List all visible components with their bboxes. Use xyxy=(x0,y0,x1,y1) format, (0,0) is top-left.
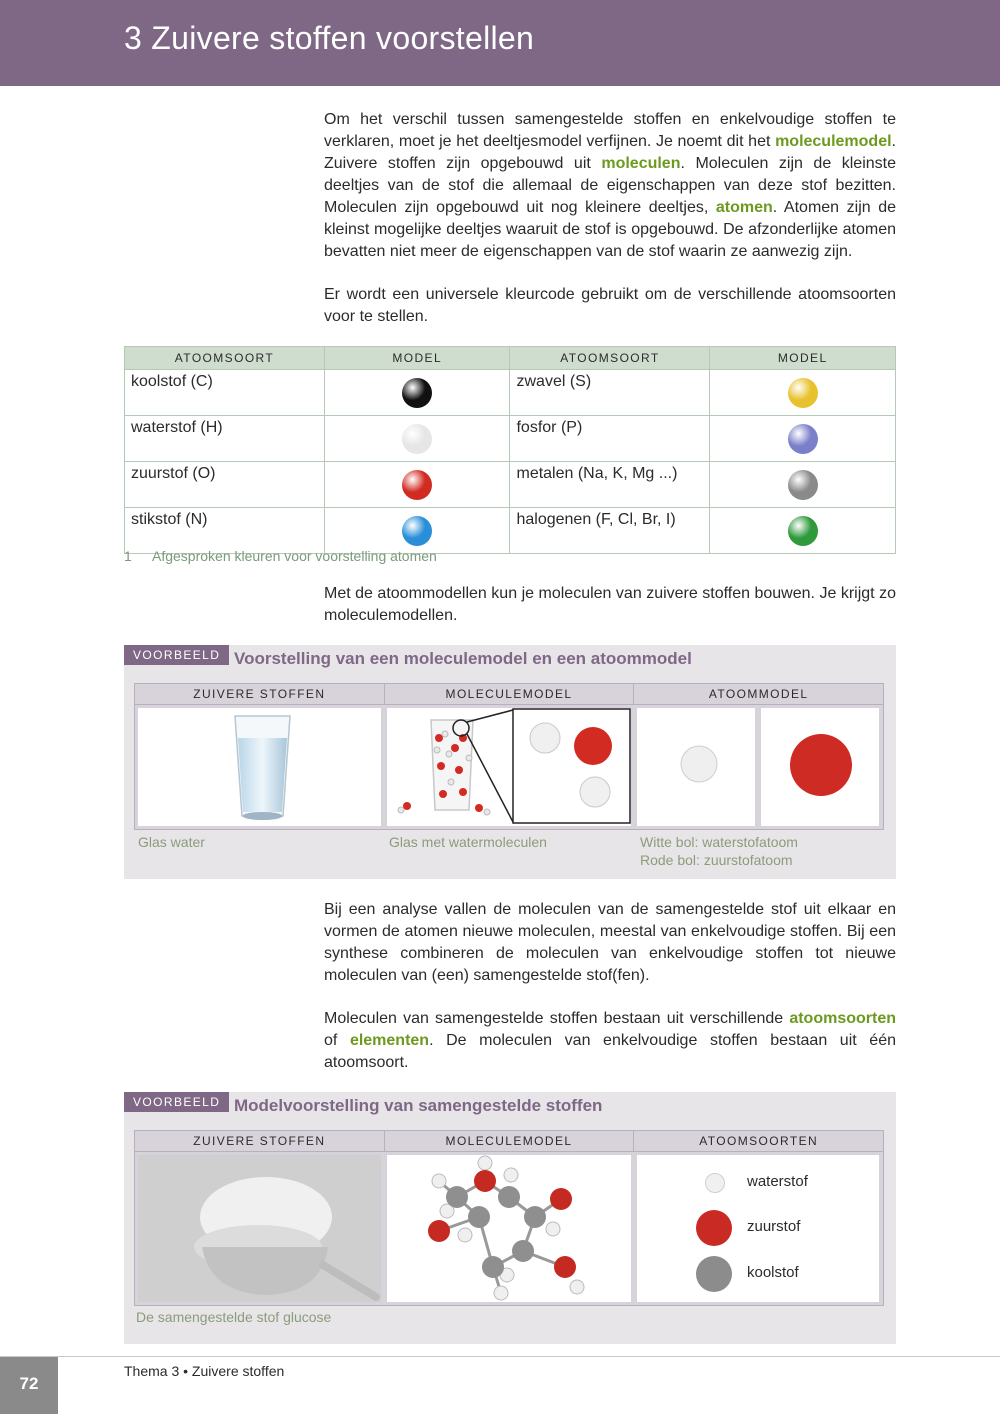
page-header xyxy=(0,0,1000,86)
sulfur-ball-icon xyxy=(788,378,818,408)
legend-waterstof: waterstof xyxy=(747,1173,808,1190)
atom-model-cell xyxy=(324,370,510,416)
table-row xyxy=(125,416,896,462)
header-model-2: MODEL xyxy=(710,347,896,370)
caption-number: 1 xyxy=(124,548,132,564)
atom-name: zwavel (S) xyxy=(510,370,710,416)
voorbeeld-box-2 xyxy=(124,1092,896,1344)
atom-name: koolstof (C) xyxy=(125,370,325,416)
atom-name: halogenen (F, Cl, Br, I) xyxy=(510,508,710,554)
header-atoomsoort-2: ATOOMSOORT xyxy=(510,347,710,370)
intro-paragraph-1 xyxy=(324,109,896,263)
atom-model-cell xyxy=(324,416,510,462)
figure-caption-1 xyxy=(124,548,437,564)
term-atoomsoorten: atoomsoorten xyxy=(789,1010,896,1027)
table-row xyxy=(125,462,896,508)
atom-model-cell xyxy=(324,508,510,554)
glucose-molecule-image xyxy=(387,1155,631,1302)
glucose-powder-image xyxy=(138,1155,381,1302)
voorbeeld-tag: VOORBEELD xyxy=(124,645,229,665)
text-span: of xyxy=(324,1032,350,1049)
atoomsoorten-legend xyxy=(637,1155,879,1302)
text-span: Moleculen van samengestelde stoffen bestaan uit verschillende xyxy=(324,1010,790,1027)
header-atoomsoorten: ATOOMSOORTEN xyxy=(699,1134,819,1148)
atom-name: fosfor (P) xyxy=(510,416,710,462)
text-span: . Atomen zijn de kleinst mogelijke deeltjes waaruit de stof is opgebouwd. De afzonderlijke atomen bevatten niet meer de eigenschappen van de stof waarin ze aanwezig zijn. xyxy=(324,199,897,260)
text-span: . Zuivere stoffen zijn opgebouwd uit xyxy=(324,133,896,172)
voorbeeld-image-row xyxy=(134,1152,884,1306)
hydrogen-ball-icon xyxy=(402,424,432,454)
intro-paragraph-2: Er wordt een universele kleurcode gebruikt om de verschillende atoomsoorten voor te stellen. xyxy=(324,286,896,325)
voorbeeld-image-row xyxy=(134,705,884,830)
atom-model-cell xyxy=(710,370,896,416)
footer-running-title: Thema 3 • Zuivere stoffen xyxy=(124,1363,285,1379)
molecule-glass-image xyxy=(387,708,631,826)
voorbeeld-title: Voorstelling van een moleculemodel en een atoommodel xyxy=(234,649,692,668)
atom-name: zuurstof (O) xyxy=(125,462,325,508)
hydrogen-atom-icon xyxy=(637,708,755,826)
footer-divider xyxy=(0,1356,1000,1357)
glass-icon xyxy=(138,708,381,826)
atom-model-cell xyxy=(710,416,896,462)
hydrogen-atom-image xyxy=(637,708,755,826)
atom-model-cell xyxy=(324,462,510,508)
caption-glas-water: Glas water xyxy=(138,834,205,850)
legend-zuurstof: zuurstof xyxy=(747,1218,801,1235)
paragraph-5 xyxy=(324,1008,896,1074)
glucose-molecule-icon xyxy=(387,1155,631,1302)
voorbeeld-title: Modelvoorstelling van samengestelde stoffen xyxy=(234,1096,603,1115)
powder-icon xyxy=(138,1155,381,1302)
header-moleculemodel: MOLECULEMODEL xyxy=(385,684,635,704)
table-row xyxy=(125,508,896,554)
oxygen-atom-image xyxy=(761,708,879,826)
text-span: . Moleculen zijn de kleinste deeltjes van de stof die allemaal de eigenschappen van deze stof bezitten. Moleculen zijn opgebouwd uit nog kleinere deeltjes, xyxy=(324,155,896,216)
caption-watermoleculen: Glas met watermoleculen xyxy=(389,834,547,850)
metal-ball-icon xyxy=(788,470,818,500)
voorbeeld-table-header xyxy=(134,683,884,705)
text-span: . De moleculen van enkelvoudige stoffen bestaan uit één atoomsoort. xyxy=(324,1032,896,1071)
halogen-ball-icon xyxy=(788,516,818,546)
caption-text: Afgesproken kleuren voor voorstelling atomen xyxy=(152,548,437,564)
molecule-glass-icon xyxy=(387,708,631,826)
atom-name: metalen (Na, K, Mg ...) xyxy=(510,462,710,508)
caption-glucose: De samengestelde stof glucose xyxy=(136,1309,332,1325)
header-moleculemodel: MOLECULEMODEL xyxy=(385,1131,635,1151)
carbon-ball-icon xyxy=(402,378,432,408)
caption-witte-bol: Witte bol: waterstofatoom xyxy=(640,834,798,850)
atom-name: waterstof (H) xyxy=(125,416,325,462)
caption-rode-bol: Rode bol: zuurstofatoom xyxy=(640,852,793,868)
header-zuivere-stoffen: ZUIVERE STOFFEN xyxy=(135,684,385,704)
oxygen-atom-icon xyxy=(761,708,879,826)
oxygen-ball-icon xyxy=(696,1210,732,1246)
page-number: 72 xyxy=(0,1357,58,1414)
water-glass-image xyxy=(138,708,381,826)
nitrogen-ball-icon xyxy=(402,516,432,546)
atom-model-cell xyxy=(710,508,896,554)
text-span: Om het verschil tussen samengestelde stoffen en enkelvoudige stoffen te verklaren, moet je het deeltjesmodel verfijnen. Je noemt dit het xyxy=(324,111,896,150)
term-elementen: elementen xyxy=(349,1032,430,1049)
atom-name: stikstof (N) xyxy=(125,508,325,554)
oxygen-ball-icon xyxy=(402,470,432,500)
term-atomen: atomen xyxy=(715,199,773,216)
header-atoomsoort-1: ATOOMSOORT xyxy=(125,347,325,370)
header-zuivere-stoffen: ZUIVERE STOFFEN xyxy=(135,1131,385,1151)
voorbeeld-table-header xyxy=(134,1130,884,1152)
paragraph-4: Bij een analyse vallen de moleculen van de samengestelde stof uit elkaar en vormen de atomen nieuwe moleculen, meestal van enkelvoudige stoffen. Bij een synthese combineren de moleculen van enkelvoudige stoffen tot nieuwe moleculen van (een) samengestelde stof(fen). xyxy=(324,901,896,984)
table-row xyxy=(125,370,896,416)
paragraph-3: Met de atoommodellen kun je moleculen van zuivere stoffen bouwen. Je krijgt zo moleculemodellen. xyxy=(324,585,896,624)
voorbeeld-box-1 xyxy=(124,645,896,879)
header-atoommodel: ATOOMMODEL xyxy=(708,687,809,701)
page-title: 3 Zuivere stoffen voorstellen xyxy=(124,20,535,56)
hydrogen-ball-icon xyxy=(705,1173,725,1193)
term-moleculen: moleculen xyxy=(601,155,681,172)
header-model-1: MODEL xyxy=(324,347,510,370)
voorbeeld-tag: VOORBEELD xyxy=(124,1092,229,1112)
legend-koolstof: koolstof xyxy=(747,1264,799,1281)
atom-color-table xyxy=(124,346,896,554)
atom-model-cell xyxy=(710,462,896,508)
table-header-row xyxy=(125,347,896,370)
carbon-ball-icon xyxy=(696,1256,732,1292)
term-moleculemodel: moleculemodel xyxy=(775,133,892,150)
phosphorus-ball-icon xyxy=(788,424,818,454)
